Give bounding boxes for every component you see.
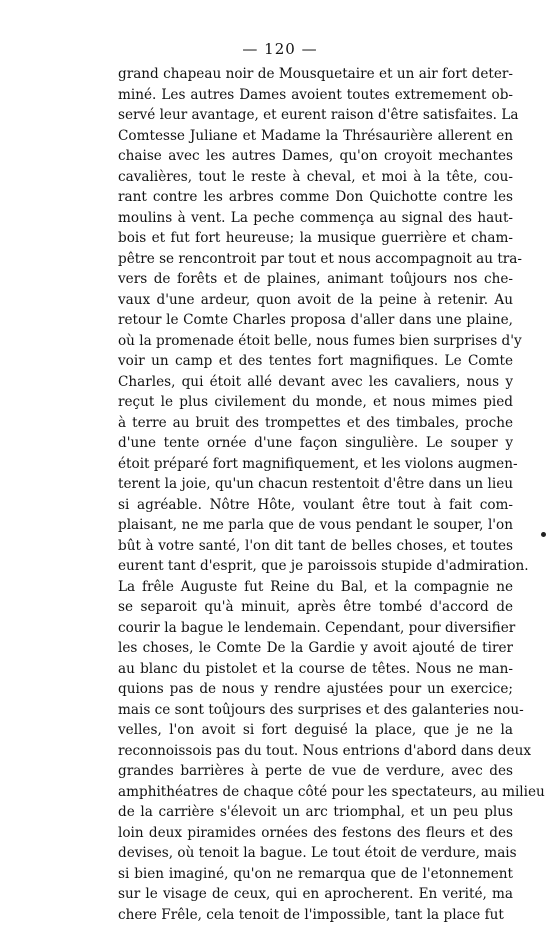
body-text [118, 64, 513, 925]
text-line: au blanc du pistolet et la course de têtes. Nous ne man- [118, 659, 513, 680]
text-line: grand chapeau noir de Mousquetaire et un air fort deter- [118, 64, 513, 85]
text-line: Comtesse Juliane et Madame la Thrésaurière allerent en [118, 126, 513, 147]
text-line: si agréable. Nôtre Hôte, voulant être tout à fait com- [118, 495, 513, 516]
text-line: chere Frêle, cela tenoit de l'impossible, tant la place fut [118, 905, 513, 925]
margin-dot-mark [541, 532, 546, 537]
text-line: velles, l'on avoit si fort deguisé la place, que je ne la [118, 720, 513, 741]
text-line: reconnoissois pas du tout. Nous entrions d'abord dans deux [118, 741, 513, 762]
text-line: cavalières, tout le reste à cheval, et moi à la tête, cou- [118, 167, 513, 188]
text-line: servé leur avantage, et eurent raison d'être satisfaites. La [118, 105, 513, 126]
text-line: loin deux piramides ornées des festons des fleurs et des [118, 823, 513, 844]
text-line: les choses, le Comte De la Gardie y avoit ajouté de tirer [118, 638, 513, 659]
text-line: amphithéatres de chaque côté pour les spectateurs, au milieu [118, 782, 513, 803]
text-line: chaise avec les autres Dames, qu'on croyoit mechantes [118, 146, 513, 167]
text-line: vers de forêts et de plaines, animant toûjours nos che- [118, 269, 513, 290]
text-line: eurent tant d'esprit, que je paroissois stupide d'admiration. [118, 556, 513, 577]
text-line: grandes barrières à perte de vue de verdure, avec des [118, 761, 513, 782]
text-line: bût à votre santé, l'on dit tant de belles choses, et toutes [118, 536, 513, 557]
text-line: vaux d'une ardeur, quon avoit de la peine à retenir. Au [118, 290, 513, 311]
text-line: bois et fut fort heureuse; la musique guerrière et cham- [118, 228, 513, 249]
text-line: à terre au bruit des trompettes et des timbales, proche [118, 413, 513, 434]
text-line: devises, où tenoit la bague. Le tout étoit de verdure, mais [118, 843, 513, 864]
text-line: rant contre les arbres comme Don Quichotte contre les [118, 187, 513, 208]
text-line: quions pas de nous y rendre ajustées pour un exercice; [118, 679, 513, 700]
text-line: reçut le plus civilement du monde, et nous mimes pied [118, 392, 513, 413]
text-line: d'une tente ornée d'une façon singulière. Le souper y [118, 433, 513, 454]
text-line: retour le Comte Charles proposa d'aller dans une plaine, [118, 310, 513, 331]
text-line: voir un camp et des tentes fort magnifiques. Le Comte [118, 351, 513, 372]
page-number: — 120 — [0, 40, 560, 58]
text-line: de la carrière s'élevoit un arc triomphal, et un peu plus [118, 802, 513, 823]
text-line: sur le visage de ceux, qui en aprocherent. En verité, ma [118, 884, 513, 905]
text-line: moulins à vent. La peche commença au signal des haut- [118, 208, 513, 229]
text-line: terent la joie, qu'un chacun restentoit d'être dans un lieu [118, 474, 513, 495]
text-line: étoit préparé fort magnifiquement, et les violons augmen- [118, 454, 513, 475]
text-line: mais ce sont toûjours des surprises et des galanteries nou- [118, 700, 513, 721]
text-line: courir la bague le lendemain. Cependant, pour diversifier [118, 618, 513, 639]
text-line: miné. Les autres Dames avoient toutes extremement ob- [118, 85, 513, 106]
text-line: pêtre se rencontroit par tout et nous accompagnoit au tra- [118, 249, 513, 270]
text-line: Charles, qui étoit allé devant avec les cavaliers, nous y [118, 372, 513, 393]
text-line: La frêle Auguste fut Reine du Bal, et la compagnie ne [118, 577, 513, 598]
text-line: si bien imaginé, qu'on ne remarqua que de l'etonnement [118, 864, 513, 885]
text-line: se separoit qu'à minuit, après être tombé d'accord de [118, 597, 513, 618]
text-line: plaisant, ne me parla que de vous pendant le souper, l'on [118, 515, 513, 536]
text-line: où la promenade étoit belle, nous fumes bien surprises d'y [118, 331, 513, 352]
